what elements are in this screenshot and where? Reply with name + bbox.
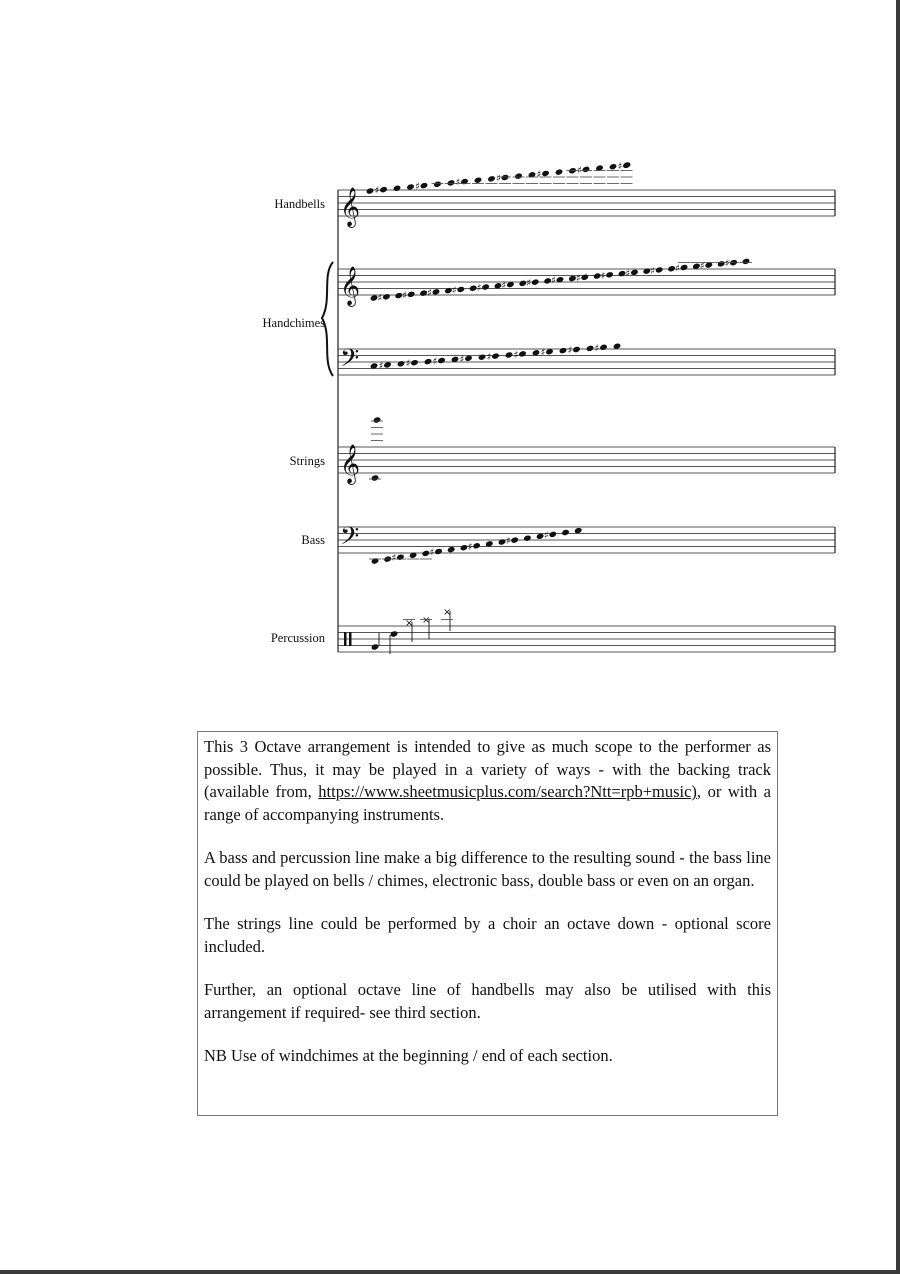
- handchimes-bass-range-note: [410, 359, 419, 366]
- strings-range-note: [373, 416, 382, 423]
- bass-range-note: [561, 529, 570, 536]
- instrument-label-bass: Bass: [301, 533, 325, 547]
- handbells-range-note: [460, 178, 469, 185]
- handchimes-bass-range-note: [491, 352, 500, 359]
- handbells-range-note: [514, 172, 523, 179]
- accidental-icon: ♯: [505, 536, 511, 548]
- handchimes-bass-range-note: [518, 350, 527, 357]
- accidental-icon: ♯: [486, 352, 492, 364]
- accidental-icon: ♯: [536, 169, 542, 181]
- percussion-note: [390, 630, 399, 637]
- handbells-range-note: [609, 163, 618, 170]
- handbells-range-note: [393, 185, 402, 192]
- accidental-icon: ♯: [567, 345, 573, 357]
- accidental-icon: ♯: [526, 278, 532, 290]
- page-edge-bottom: [0, 1270, 900, 1274]
- bass-range-note: [447, 546, 456, 553]
- notes-paragraph-5: NB Use of windchimes at the beginning / end of each section.: [204, 1046, 613, 1065]
- instrument-label-strings: Strings: [289, 454, 325, 468]
- treble-clef-icon: 𝄞: [340, 444, 361, 484]
- bass-clef-icon: 𝄢: [340, 344, 360, 379]
- bass-range-note: [472, 542, 481, 549]
- instrument-label-handchimes: Handchimes: [262, 316, 325, 330]
- handchimes-treble-range-note: [432, 288, 441, 295]
- accidental-icon: ♯: [540, 347, 546, 359]
- performance-notes-box: [197, 731, 778, 1116]
- accidental-icon: ♯: [467, 541, 473, 553]
- bass-range-note: [371, 557, 380, 564]
- accidental-icon: ♯: [378, 360, 384, 372]
- accidental-icon: ♯: [429, 547, 435, 559]
- accidental-icon: ♯: [600, 270, 606, 282]
- bass-range-note: [510, 536, 519, 543]
- handchimes-treble-range-note: [655, 266, 664, 273]
- accidental-icon: ♯: [432, 356, 438, 368]
- accidental-icon: ♯: [625, 268, 631, 280]
- handchimes-bass-range-note: [572, 346, 581, 353]
- accidental-icon: ♯: [476, 283, 482, 295]
- handbells-range-note: [541, 170, 550, 177]
- cymbal-x-notehead-icon: ×: [422, 615, 431, 626]
- handchimes-bass-range-note: [586, 345, 595, 352]
- accidental-icon: ♯: [496, 173, 501, 185]
- handchimes-bass-range-note: [437, 357, 446, 364]
- handchimes-treble-range-note: [382, 293, 391, 300]
- handchimes-bass-range-note: [505, 351, 514, 358]
- accidental-icon: ♯: [405, 358, 411, 370]
- handchimes-treble-range-note: [407, 291, 416, 298]
- handbells-range-note: [501, 174, 510, 181]
- accidental-icon: ♯: [551, 275, 556, 287]
- bass-range-note: [523, 535, 532, 542]
- accidental-icon: ♯: [402, 290, 408, 302]
- handchimes-bass-range-note: [397, 360, 406, 367]
- accidental-icon: ♯: [427, 287, 432, 299]
- handchimes-bass-range-note: [559, 347, 568, 354]
- handchimes-treble-range-note: [531, 278, 540, 285]
- cymbal-x-notehead-icon: ×: [405, 618, 414, 629]
- handbells-range-note: [406, 183, 415, 190]
- accidental-icon: ♯: [724, 258, 730, 270]
- accidental-icon: ♯: [675, 263, 680, 275]
- cymbal-x-notehead-icon: ×: [443, 607, 452, 618]
- accidental-icon: ♯: [455, 177, 461, 189]
- accidental-icon: ♯: [391, 553, 397, 565]
- notes-paragraph-3: The strings line could be performed by a choir an octave down - optional score included.: [204, 914, 771, 956]
- bass-range-note: [434, 548, 443, 555]
- handchimes-brace: [322, 262, 333, 376]
- accidental-icon: ♯: [543, 530, 549, 542]
- handchimes-treble-range-note: [605, 271, 614, 278]
- accidental-icon: ♯: [513, 349, 519, 361]
- accidental-icon: ♯: [650, 265, 656, 277]
- handbells-range-note: [582, 166, 591, 173]
- handbells-range-note: [487, 175, 496, 182]
- notes-paragraph-1-text-a: This 3 Octave arrangement is intended to give as much scope to the performer as possible. Thus, it may be played in a variety of ways - with the backing track (available from,: [204, 737, 771, 801]
- accidental-icon: ♯: [459, 354, 465, 366]
- handbells-range-note: [474, 177, 483, 184]
- accidental-icon: ♯: [617, 161, 623, 173]
- accidental-icon: ♯: [377, 292, 383, 304]
- handchimes-treble-range-note: [630, 269, 639, 276]
- handchimes-bass-range-note: [424, 358, 433, 365]
- backing-track-link[interactable]: https://www.sheetmusicplus.com/search?Ntt=rpb+music): [318, 782, 697, 801]
- handbells-range-note: [366, 187, 375, 194]
- accidental-icon: ♯: [374, 185, 380, 197]
- percussion-note: [371, 643, 380, 650]
- handchimes-treble-range-note: [581, 274, 590, 281]
- handchimes-bass-range-note: [599, 344, 608, 351]
- accidental-icon: ♯: [451, 285, 457, 297]
- bass-clef-icon: 𝄢: [340, 522, 360, 557]
- handbells-range-note: [433, 181, 442, 188]
- accidental-icon: ♯: [575, 273, 581, 285]
- percussion-clef-icon: [349, 632, 352, 646]
- handchimes-treble-range-note: [680, 264, 689, 271]
- handbells-range-note: [447, 179, 456, 186]
- notes-paragraph-1: [204, 736, 771, 826]
- handchimes-treble-range-note: [481, 283, 490, 290]
- accidental-icon: ♯: [415, 181, 420, 193]
- handbells-range-note: [379, 186, 388, 193]
- treble-clef-icon: 𝄞: [340, 187, 361, 227]
- notes-paragraph-4: Further, an optional octave line of handbells may also be utilised with this arrangement if required- see third section.: [204, 980, 771, 1022]
- notes-paragraph-1-text-b: , or with a range of accompanying instruments.: [204, 782, 771, 824]
- instrument-label-handbells: Handbells: [274, 197, 325, 211]
- treble-clef-icon: 𝄞: [340, 266, 361, 306]
- strings-range-note: [371, 474, 380, 481]
- accidental-icon: ♯: [594, 343, 600, 355]
- handbells-range-note: [555, 168, 564, 175]
- accidental-icon: ♯: [699, 261, 705, 273]
- handchimes-treble-range-note: [742, 258, 751, 265]
- bass-range-note: [396, 554, 405, 561]
- handbells-range-note: [420, 182, 429, 189]
- accidental-icon: ♯: [577, 165, 582, 177]
- bass-range-note: [549, 531, 558, 538]
- handchimes-treble-range-note: [457, 286, 466, 293]
- notes-paragraph-2: A bass and percussion line make a big difference to the resulting sound - the bass line could be played on bells / chimes, electronic bass, double bass or even on an organ.: [204, 848, 771, 890]
- accidental-icon: ♯: [501, 280, 507, 292]
- instrument-label-percussion: Percussion: [270, 631, 325, 645]
- handchimes-bass-range-note: [478, 354, 487, 361]
- percussion-clef-icon: [344, 632, 347, 646]
